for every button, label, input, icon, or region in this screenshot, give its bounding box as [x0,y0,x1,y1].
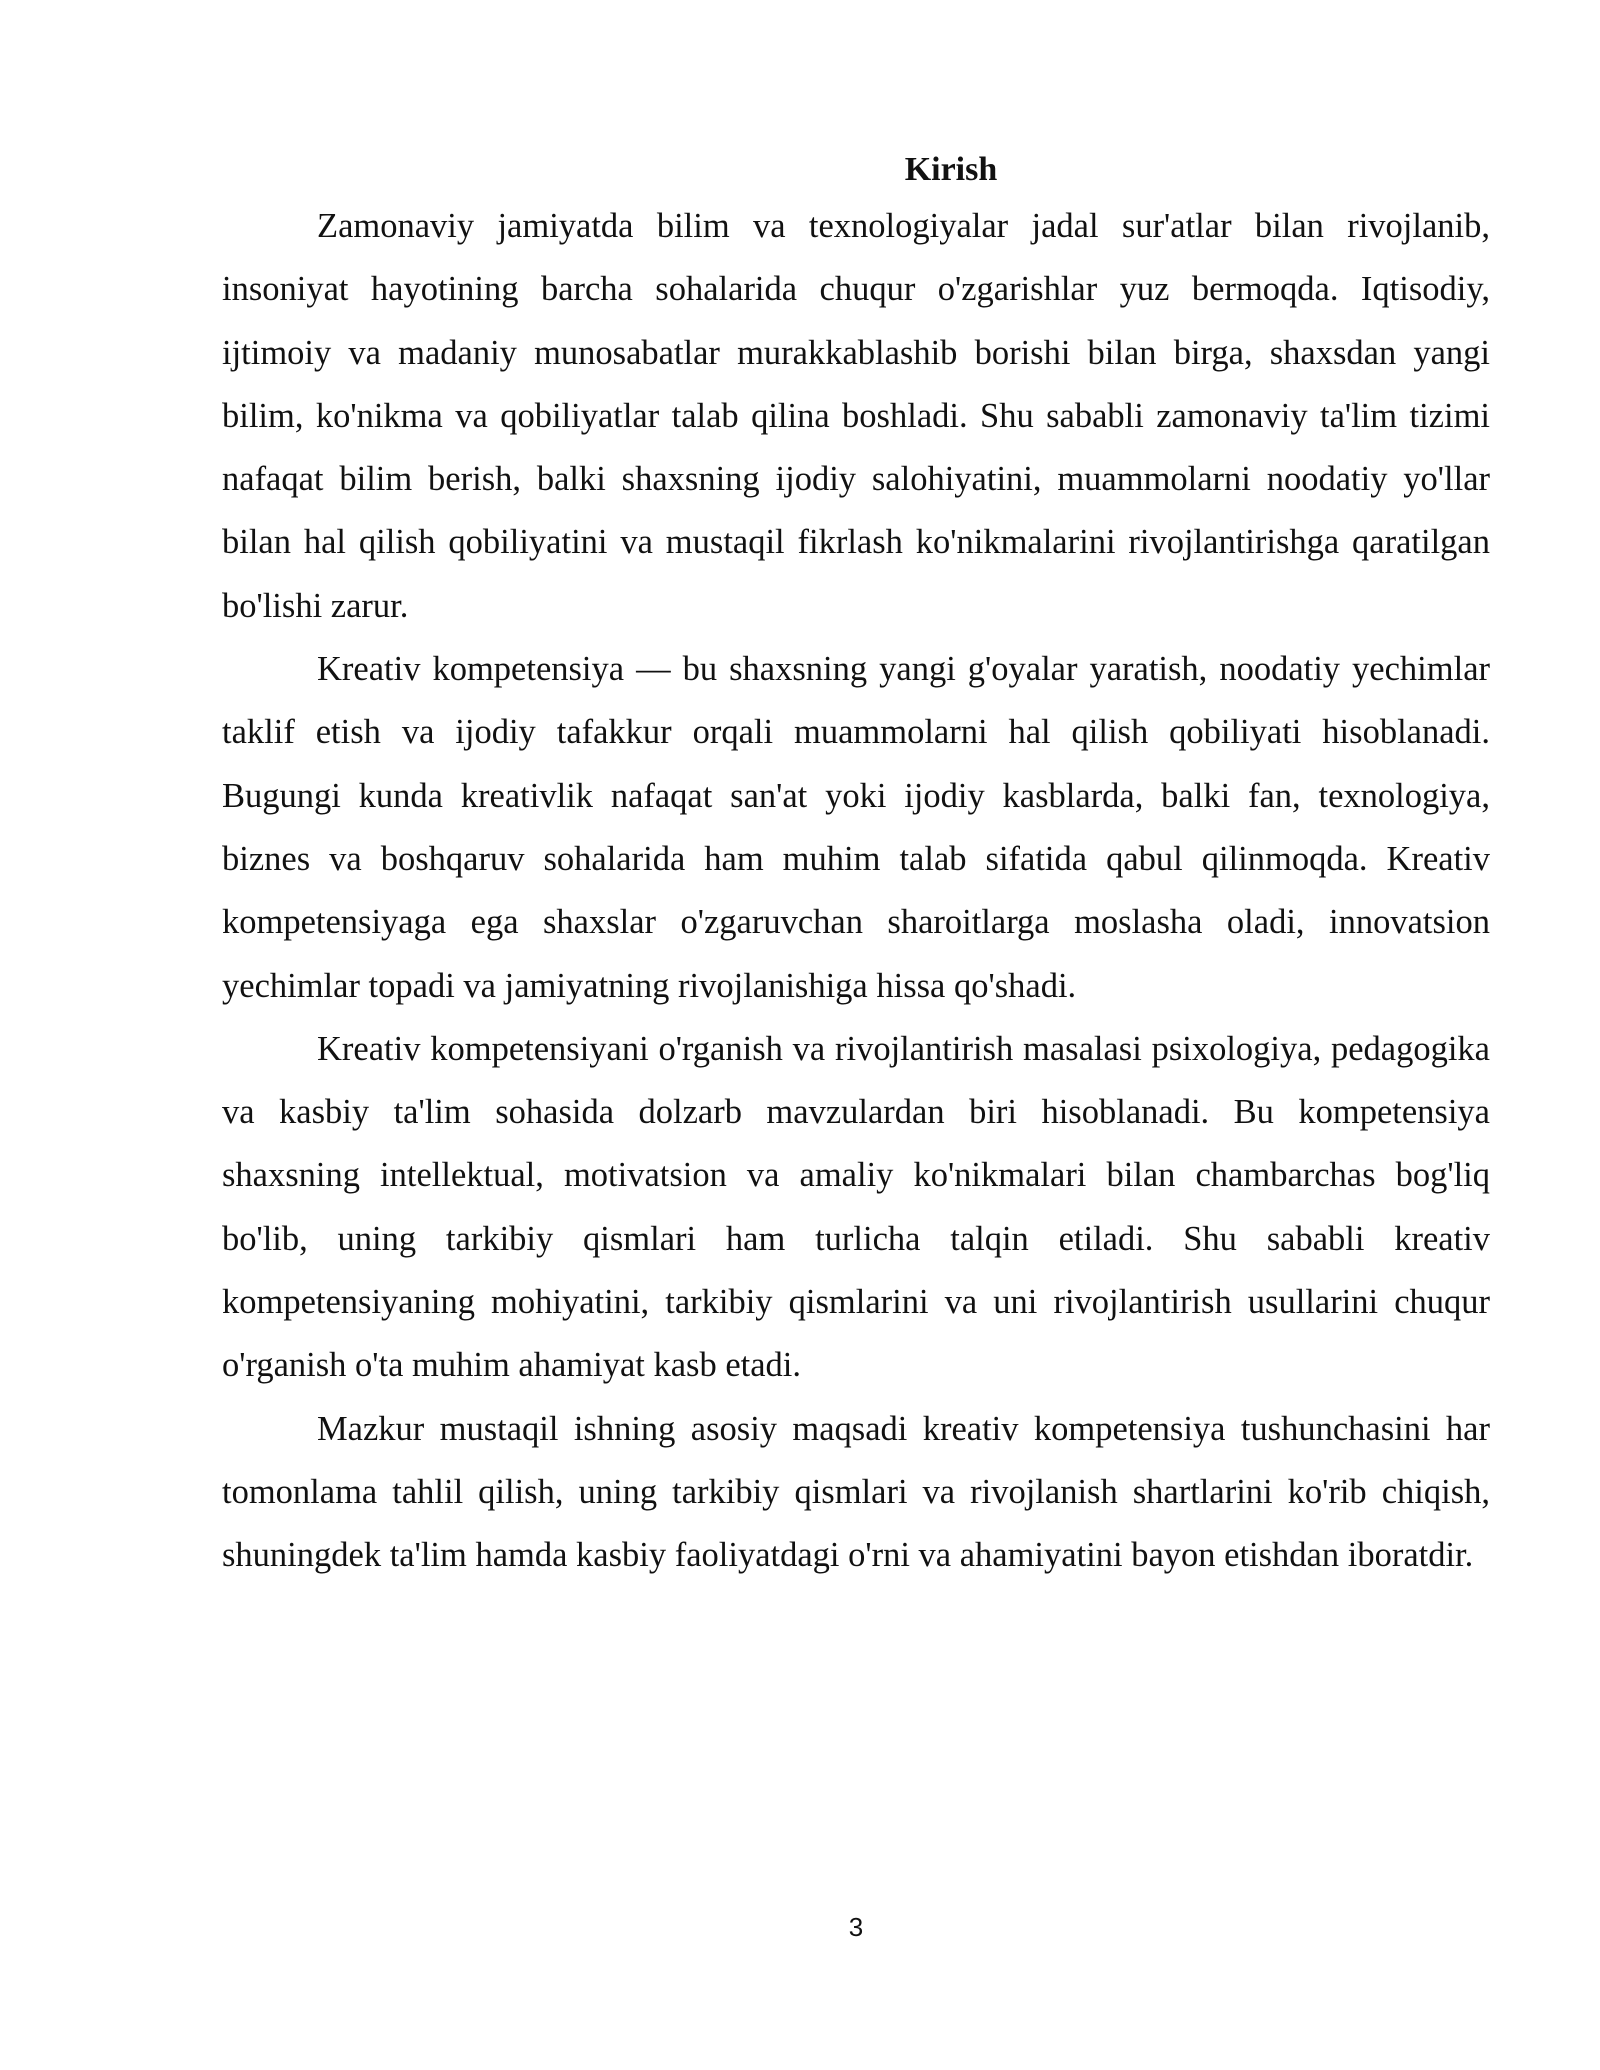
section-title: Kirish [904,151,998,188]
page-number: 3 [848,1912,864,1942]
paragraph: Kreativ kompetensiya — bu shaxsning yangi g'oyalar yaratish, noodatiy yechimlar taklif etish va ijodiy tafakkur orqali muammolarni hal qilish qobiliyati hisoblanadi. Bugungi kunda kreativlik nafaqat san'at yoki ijodiy kasblarda, balki fan, texnologiya, biznes va boshqaruv sohalarida ham muhim talab sifatida qabul qilinmoqda. Kreativ kompetensiyaga ega shaxslar o'zgaruvchan sharoitlarga moslasha oladi, innovatsion yechimlar topadi va jamiyatning rivojlanishiga hissa qo'shadi. [222,650,1490,1005]
page-content [222,145,1490,1588]
paragraph: Zamonaviy jamiyatda bilim va texnologiyalar jadal sur'atlar bilan rivojlanib, insoniyat hayotining barcha sohalarida chuqur o'zgarishlar yuz bermoqda. Iqtisodiy, ijtimoiy va madaniy munosabatlar murakkablashib borishi bilan birga, shaxsdan yangi bilim, ko'nikma va qobiliyatlar talab qilina boshladi. Shu sababli zamonaviy ta'lim tizimi nafaqat bilim berish, balki shaxsning ijodiy salohiyatini, muammolarni noodatiy yo'llar bilan hal qilish qobiliyatini va mustaqil fikrlash ko'nikmalarini rivojlantirishga qaratilgan bo'lishi zarur. [222,207,1490,625]
paragraph: Kreativ kompetensiyani o'rganish va rivojlantirish masalasi psixologiya, pedagogika va kasbiy ta'lim sohasida dolzarb mavzulardan biri hisoblanadi. Bu kompetensiya shaxsning intellektual, motivatsion va amaliy ko'nikmalari bilan chambarchas bog'liq bo'lib, uning tarkibiy qismlari ham turlicha talqin etiladi. Shu sababli kreativ kompetensiyaning mohiyatini, tarkibiy qismlarini va uni rivojlantirish usullarini chuqur o'rganish o'ta muhim ahamiyat kasb etadi. [222,1029,1490,1385]
paragraph: Mazkur mustaqil ishning asosiy maqsadi kreativ kompetensiya tushunchasini har tomonlama tahlil qilish, uning tarkibiy qismlari va rivojlanish shartlarini ko'rib chiqish, shuningdek ta'lim hamda kasbiy faoliyatdagi o'rni va ahamiyatini bayon etishdan iboratdir. [222,1409,1490,1575]
